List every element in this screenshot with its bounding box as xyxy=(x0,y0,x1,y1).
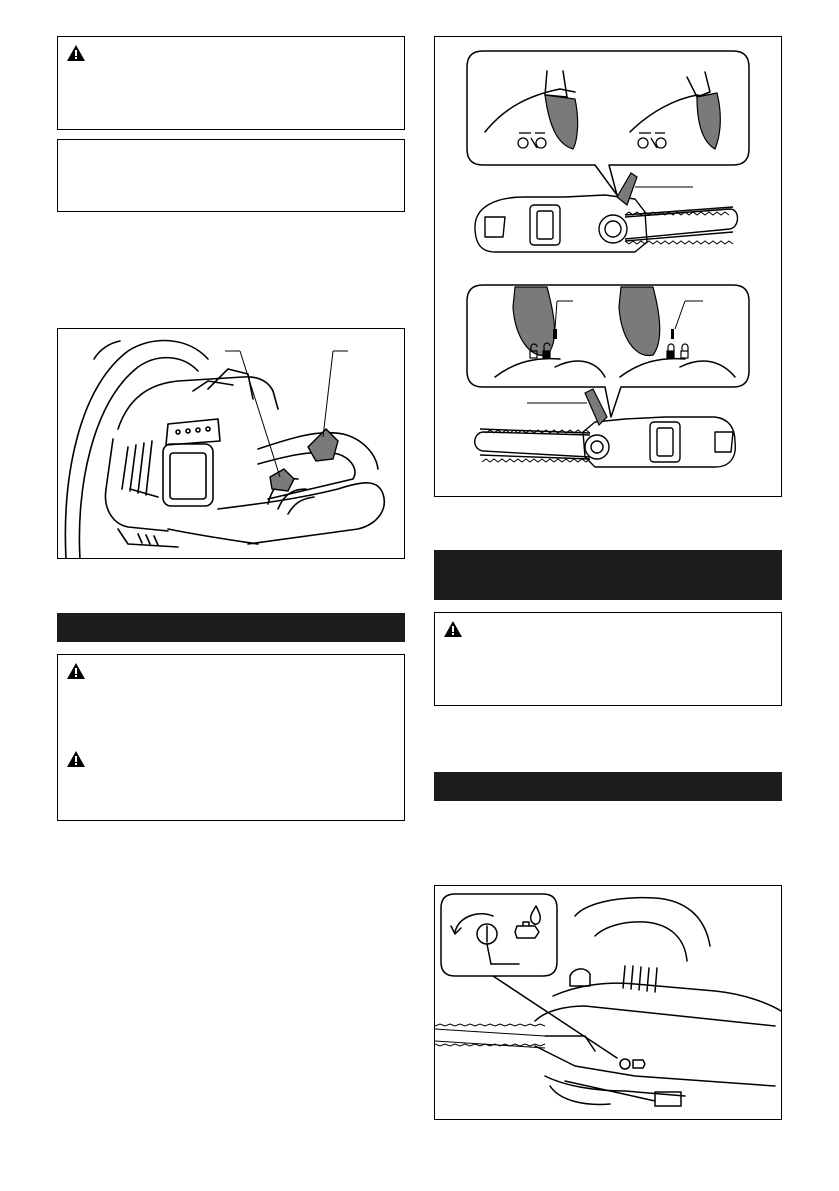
figure-oil-adjust xyxy=(434,885,782,1120)
warning-box-3 xyxy=(434,612,782,706)
figure-handle-trigger xyxy=(57,328,405,559)
switch-trigger xyxy=(270,469,294,491)
oil-adjust-illustration xyxy=(435,886,781,1119)
warning-box-1 xyxy=(57,36,405,130)
warning-triangle-icon xyxy=(66,44,86,62)
handle-illustration xyxy=(58,329,404,558)
brake-symbol-right xyxy=(638,133,666,148)
section-heading-bar-1 xyxy=(57,613,405,642)
section-heading-bar-2 xyxy=(434,550,782,600)
warning-triangle-icon xyxy=(66,662,86,680)
warning-box-2 xyxy=(57,654,405,821)
figure-chain-brake xyxy=(434,36,782,497)
note-box xyxy=(57,139,405,212)
warning-triangle-icon xyxy=(66,750,86,768)
brake-illustration xyxy=(435,37,781,496)
brake-symbol-left xyxy=(518,133,546,148)
section-heading-bar-3 xyxy=(434,772,782,801)
warning-triangle-icon xyxy=(443,620,463,638)
